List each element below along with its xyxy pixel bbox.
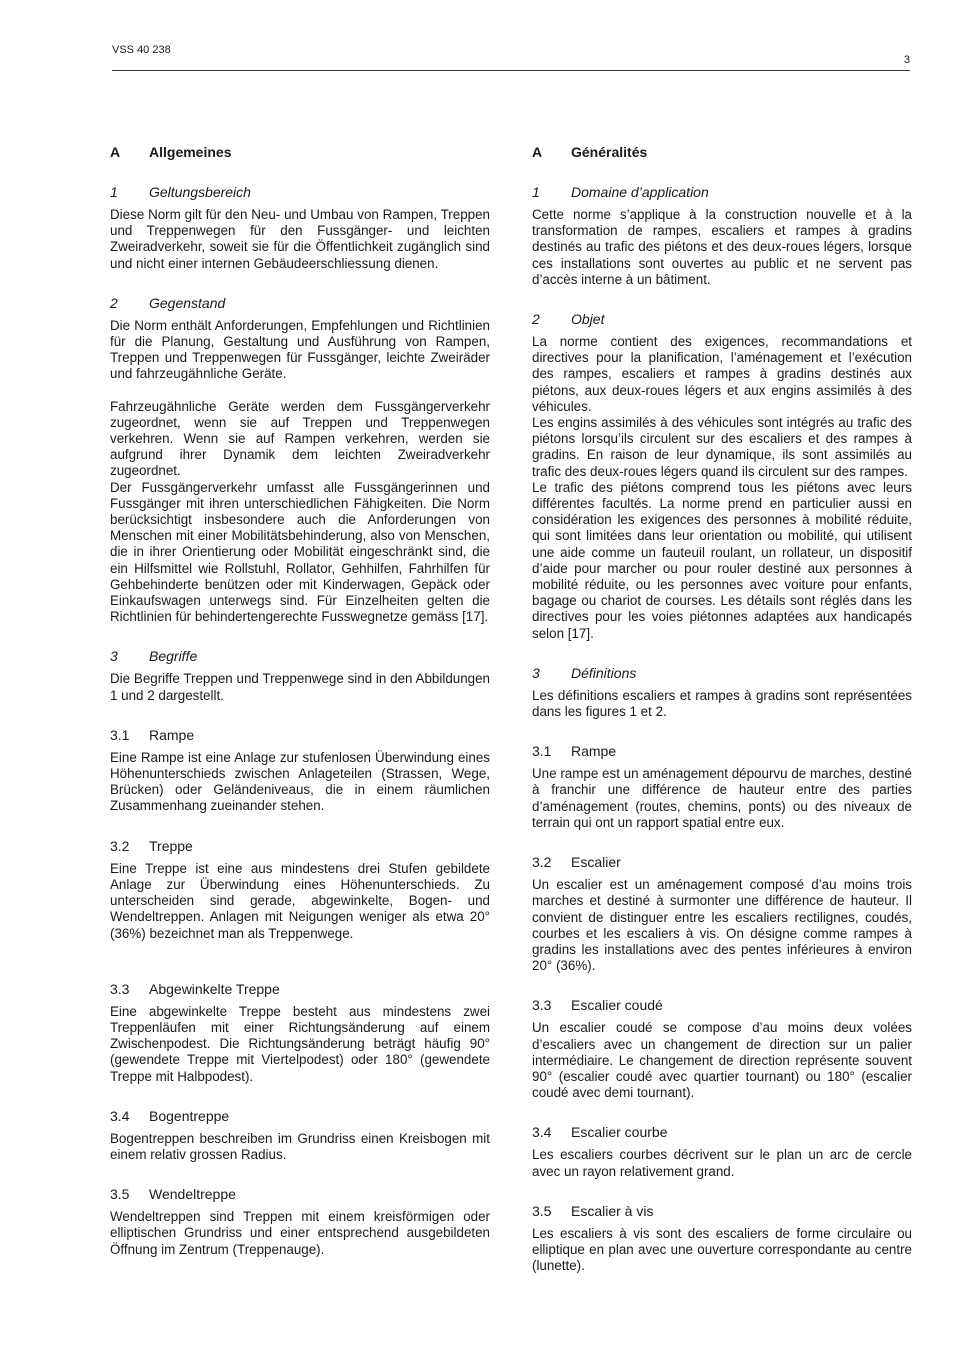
paragraph: Eine Treppe ist eine aus mindestens drei Stufen gebildete Anlage zur Überwindung eines Höhenunterschieds. Zu unterscheiden sind gerade, abgewinkelte, Bogen- und Wendeltreppen. Anlagen mit Neigungen weniger als etwa 20° (36%) bezeichnet man als Treppenwege. <box>110 860 490 941</box>
paragraph: Wendeltreppen sind Treppen mit einem kreisförmigen oder elliptischen Grundriss und einer entsprechend ausgebildeten Öffnung im Zentrum (Treppenauge). <box>110 1209 490 1257</box>
section-heading-3-5: 3.5 Escalier à vis <box>532 1202 654 1219</box>
paragraph: Les définitions escaliers et rampes à gradins sont représentées dans les figures 1 et 2. <box>532 687 912 720</box>
document-id: VSS 40 238 <box>112 44 171 56</box>
paragraph: Diese Norm gilt für den Neu- und Umbau von Rampen, Treppen und Treppenwegen für den Fussgänger- und leichten Zweiradverkehr, soweit sie für die Öffentlichkeit zugänglich sind und nicht einer internen Gebäudeerschliessung dienen. <box>110 207 490 271</box>
paragraph: Les engins assimilés à des véhicules sont intégrés au trafic des piétons lorsqu’ils circulent sur des escaliers et des rampes à gradins. En raison de leur dynamique, ils sont assimilés au trafic des deux-roues légers quand ils circulent sur des rampes. <box>532 415 912 479</box>
paragraph: Cette norme s’applique à la construction nouvelle et à la transformation de rampes, escaliers et rampes à gradins destinés au trafic des piétons et des deux-roues légers, lorsque ces installations sont ouvertes au public et ne servent pas d’accès interne à un bâtiment. <box>532 207 912 287</box>
section-heading-3: 3 Définitions <box>532 664 637 681</box>
section-heading-3-1: 3.1 Rampe <box>532 743 617 760</box>
section-heading-3-3: 3.3 Escalier coudé <box>532 997 663 1014</box>
section-heading-3: 3 Begriffe <box>110 648 198 665</box>
paragraph: Les escaliers à vis sont des escaliers de forme circulaire ou elliptique en plan avec une ouverture correspondante au centre (lunette). <box>532 1225 912 1274</box>
section-heading-2: 2 Objet <box>532 311 605 328</box>
section-heading-3-1: 3.1 Rampe <box>110 726 195 743</box>
paragraph: Un escalier coudé se compose d’au moins deux volées d’escaliers avec un changement de direction sur un palier intermédiaire. Le changement de direction représente souvent 90° (escalier coudé avec quartier tournant) ou 180° (escalier coudé avec demi tournant). <box>532 1020 912 1101</box>
paragraph: Eine abgewinkelte Treppe besteht aus mindestens zwei Treppenläufen mit einer Richtungsänderung auf einem Zwischenpodest. Die Richtungsänderung beträgt häufig 90° (gewendete Treppe mit Viertelpodest) oder 180° (gewendete Treppe mit Halbpodest). <box>110 1003 490 1084</box>
column-german <box>110 144 490 1258</box>
paragraph: Les escaliers courbes décrivent sur le plan un arc de cercle avec un rayon relativement grand. <box>532 1147 912 1179</box>
paragraph: Une rampe est un aménagement dépourvu de marches, destiné à franchir une différence de hauteur entre des parties d’aménagement (routes, chemins, ponts) ou des niveaux de terrain qui ont un rapport spatial entre eux. <box>532 766 912 830</box>
header-rule <box>112 70 910 71</box>
page-number: 3 <box>903 54 910 66</box>
paragraph: Le trafic des piétons comprend tous les piétons avec leurs différentes facultés. La norme prend en particulier aussi en considération les exigences des personnes à mobilité réduite, qui sont limitées dans leur orientation ou mobilité, qui utilisent une aide comme un fauteuil roulant, un rollateur, un dispositif d’aide pour marcher ou pour rouler destiné aux personnes à mobilité réduite, ou les personnes avec voiture pour enfants, bagage ou chariot de courses. Les détails sont réglés dans les directives pour les voies piétonnes adaptées aux handicapés selon [17]. <box>532 479 912 641</box>
paragraph: Eine Rampe ist eine Anlage zur stufenlosen Überwindung eines Höhenunterschieds zwischen Anlageteilen (Strassen, Wege, Brücken) oder Geländeniveaus, die in einem räumlichen Zusammenhang zueinander stehen. <box>110 749 490 814</box>
column-french <box>532 144 912 1274</box>
section-heading-3-4: 3.4 Bogentreppe <box>110 1107 230 1124</box>
paragraph: Der Fussgängerverkehr umfasst alle Fussgängerinnen und Fussgänger mit ihren unterschiedlichen Fähigkeiten. Die Norm berücksichtigt insbesondere auch die Anforderungen von Menschen mit einer Mobilitätsbehinderung, also von Menschen, die in ihrer Orientierung oder Mobilität eingeschränkt sind, die ein Hilfsmittel wie Rollstuhl, Rollator, Gehhilfen, Fahrhilfen für Gehbehinderte benützen oder mit Kinderwagen, Gepäck oder Einkaufswagen unterwegs sind. Für Einzelheiten gelten die Richtlinien für behindertengerechte Fusswegnetze gemäss [17]. <box>110 479 490 625</box>
paragraph: Fahrzeugähnliche Geräte werden dem Fussgängerverkehr zugeordnet, wenn sie auf Treppen und Treppenwegen verkehren. Wenn sie auf Rampen verkehren, werden sie aufgrund ihrer Dynamik dem leichten Zweiradverkehr zugeordnet. <box>110 398 490 479</box>
section-heading-3-5: 3.5 Wendeltreppe <box>110 1186 236 1203</box>
paragraph: La norme contient des exigences, recommandations et directives pour la planification, l’aménagement et l’exécution des rampes, escaliers et rampes à gradins destinés aux piétons, aux deux-roues légers et aux engins assimilés à des véhicules. <box>532 334 912 414</box>
section-heading-a: A Allgemeines <box>110 144 232 160</box>
section-heading-3-2: 3.2 Escalier <box>532 854 621 871</box>
section-heading-2: 2 Gegenstand <box>110 294 226 311</box>
paragraph: Bogentreppen beschreiben im Grundriss einen Kreisbogen mit einem relativ grossen Radius. <box>110 1130 490 1162</box>
paragraph: Die Begriffe Treppen und Treppenwege sind in den Abbildungen 1 und 2 dargestellt. <box>110 671 490 703</box>
section-heading-3-2: 3.2 Treppe <box>110 837 193 854</box>
section-heading-1: 1 Geltungsbereich <box>110 184 251 200</box>
paragraph: Die Norm enthält Anforderungen, Empfehlungen und Richtlinien für die Planung, Gestaltung und Ausführung von Rampen, Treppen und Treppenwegen für Fussgänger, leichte Zweiräder und fahrzeugähnliche Geräte. <box>110 317 490 382</box>
paragraph: Un escalier est un aménagement composé d’au moins trois marches et destiné à surmonter une différence de hauteur. Il convient de distinguer entre les escaliers rectilignes, coudés, courbes et les escaliers à vis. On désigne comme rampes à gradins les installations avec des pentes inférieures à environ 20° (36%). <box>532 877 912 974</box>
section-heading-a: A Généralités <box>532 144 648 160</box>
section-heading-1: 1 Domaine d’application <box>532 184 709 200</box>
section-heading-3-3: 3.3 Abgewinkelte Treppe <box>110 980 280 997</box>
section-heading-3-4: 3.4 Escalier courbe <box>532 1124 668 1141</box>
